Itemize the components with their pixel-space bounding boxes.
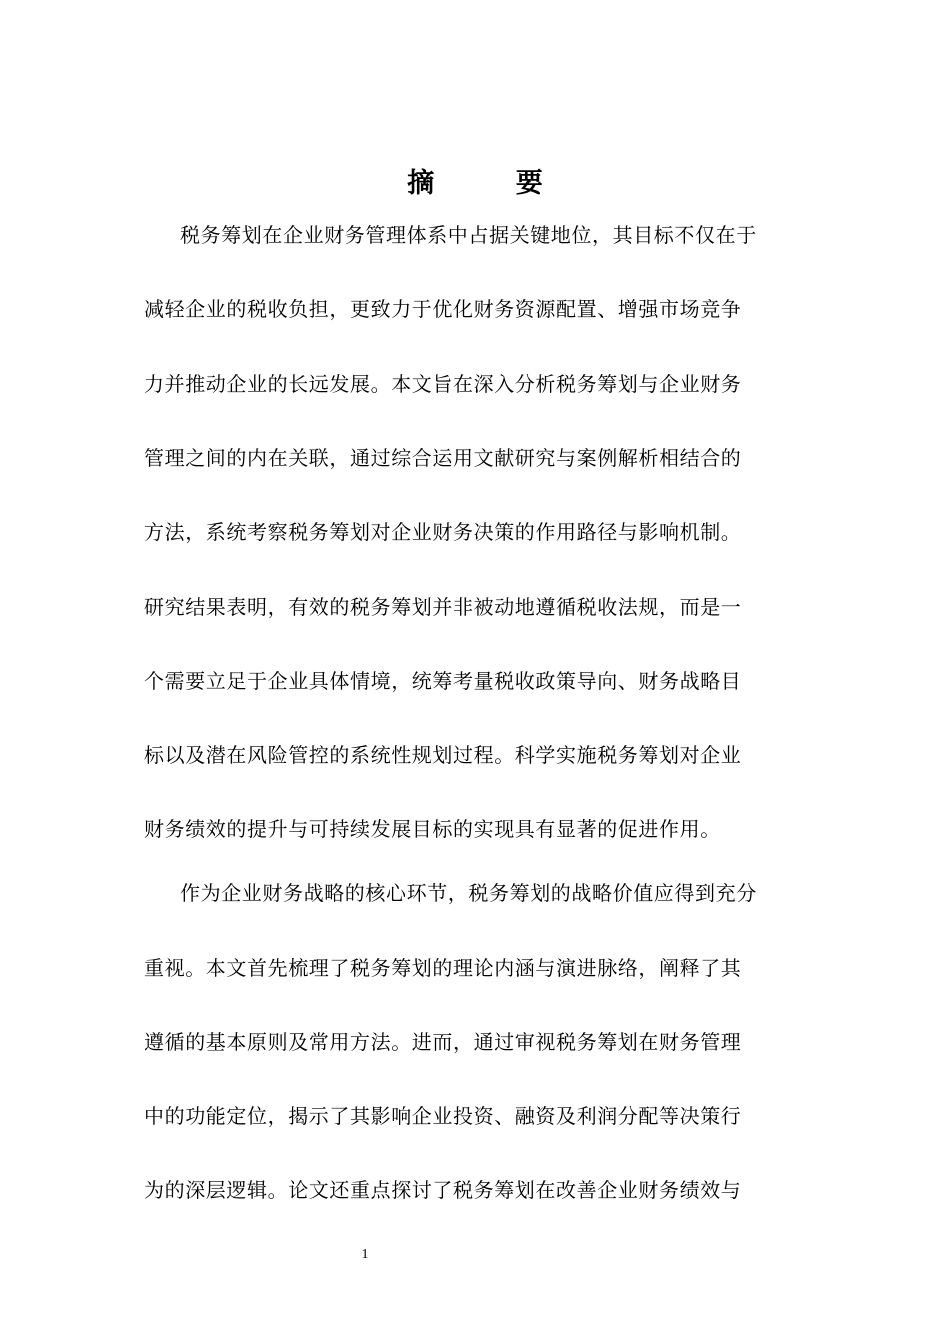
paragraph-line: 财务绩效的提升与可持续发展目标的实现具有显著的促进作用。 bbox=[144, 817, 721, 841]
paragraph-line: 减轻企业的税收负担，更致力于优化财务资源配置、增强市场竞争 bbox=[144, 297, 742, 321]
paragraph-line: 方法，系统考察税务筹划对企业财务决策的作用路径与影响机制。 bbox=[144, 520, 742, 544]
paragraph-line: 为的深层逻辑。论文还重点探讨了税务筹划在改善企业财务绩效与 bbox=[144, 1178, 742, 1202]
paragraph-line: 作为企业财务战略的核心环节，税务筹划的战略价值应得到充分 bbox=[180, 881, 757, 905]
paragraph-line: 遵循的基本原则及常用方法。进而，通过审视税务筹划在财务管理 bbox=[144, 1030, 742, 1054]
page-title: 摘 要 bbox=[407, 168, 579, 199]
paragraph-line: 税务筹划在企业财务管理体系中占据关键地位，其目标不仅在于 bbox=[180, 223, 757, 247]
paragraph-line: 管理之间的内在关联，通过综合运用文献研究与案例解析相结合的 bbox=[144, 446, 742, 470]
paragraph-line: 研究结果表明，有效的税务筹划并非被动地遵循税收法规，而是一 bbox=[144, 595, 742, 619]
page-number: 1 bbox=[361, 1247, 369, 1262]
paragraph-line: 标以及潜在风险管控的系统性规划过程。科学实施税务筹划对企业 bbox=[144, 743, 742, 767]
paragraph-line: 力并推动企业的长远发展。本文旨在深入分析税务筹划与企业财务 bbox=[144, 372, 742, 396]
paragraph-line: 重视。本文首先梳理了税务筹划的理论内涵与演进脉络，阐释了其 bbox=[144, 956, 742, 980]
paragraph-line: 中的功能定位，揭示了其影响企业投资、融资及利润分配等决策行 bbox=[144, 1104, 742, 1128]
paragraph-line: 个需要立足于企业具体情境，统筹考量税收政策导向、财务战略目 bbox=[144, 669, 742, 693]
